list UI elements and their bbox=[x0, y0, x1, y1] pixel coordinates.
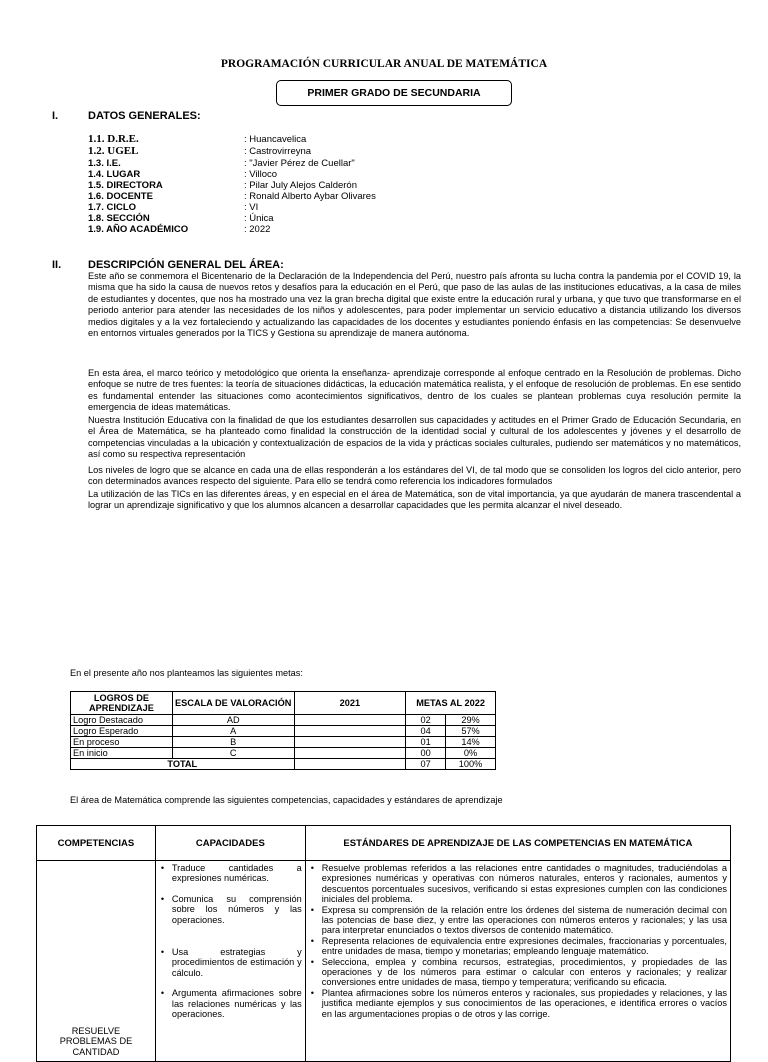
info-value: : Ronald Alberto Aybar Olivares bbox=[244, 191, 376, 202]
year-2021-cell bbox=[294, 759, 406, 770]
info-value: : Villoco bbox=[244, 169, 278, 180]
competencia-cell bbox=[37, 861, 156, 1062]
info-value: : VI bbox=[244, 202, 259, 213]
info-value: : Castrovirreyna bbox=[244, 146, 312, 157]
list-item: • Representa relaciones de equivalencia entre expresiones decimales, fraccionarias y porcentuales, entre unidades de masa, tiempo y monetarias; empleando lenguaje matemático. bbox=[309, 936, 727, 957]
info-row-dre bbox=[88, 134, 508, 145]
info-row-seccion bbox=[88, 213, 508, 224]
escala-cell: B bbox=[172, 737, 294, 748]
meta-count-cell: 07 bbox=[406, 759, 446, 770]
info-label: 1.4. LUGAR bbox=[88, 169, 141, 180]
total-label: TOTAL bbox=[71, 759, 295, 770]
meta-count-cell: 02 bbox=[406, 715, 446, 726]
description-paragraph-3: Nuestra Institución Educativa con la finalidad de que los estudiantes desarrollen sus capacidades y actitudes en el Primer Grado de Educación Secundaria, en el Área de Matemática, se ha planteado como finalidad la construcción de la identidad social y cultural de los adolescentes y jóvenes y el desarrollo de competencias vinculadas a la ubicación y contextualización de espacios de la vida y prácticas sociales culturales, pudiendo ser matemáticos y no matemáticos, así como su respectiva representación bbox=[88, 415, 741, 460]
capacidades-cell bbox=[155, 861, 305, 1062]
info-label: 1.7. CICLO bbox=[88, 202, 137, 213]
meta-percent-cell: 29% bbox=[446, 715, 496, 726]
logro-cell: Logro Esperado bbox=[71, 726, 173, 737]
info-label: 1.5. DIRECTORA bbox=[88, 180, 163, 191]
logro-cell: En inicio bbox=[71, 748, 173, 759]
year-2021-cell bbox=[294, 715, 406, 726]
year-2021-cell bbox=[294, 748, 406, 759]
table-row bbox=[37, 861, 731, 1062]
table-row bbox=[71, 726, 496, 737]
info-value: : "Javier Pérez de Cuellar" bbox=[244, 158, 355, 169]
info-value: : Huancavelica bbox=[244, 134, 307, 145]
info-row-docente bbox=[88, 191, 508, 202]
section-2-number: II. bbox=[52, 259, 62, 271]
escala-cell: A bbox=[172, 726, 294, 737]
competencias-intro: El área de Matemática comprende las siguientes competencias, capacidades y estándares de aprendizaje bbox=[70, 795, 503, 805]
info-row-ugel bbox=[88, 146, 508, 157]
info-row-anio bbox=[88, 224, 508, 235]
year-2021-cell bbox=[294, 726, 406, 737]
metas-intro: En el presente año nos planteamos las siguientes metas: bbox=[70, 668, 303, 678]
meta-percent-cell: 14% bbox=[446, 737, 496, 748]
meta-percent-cell: 100% bbox=[446, 759, 496, 770]
info-label: 1.8. SECCIÓN bbox=[88, 213, 150, 224]
info-row-ie bbox=[88, 158, 508, 169]
info-label: 1.3. I.E. bbox=[88, 158, 121, 169]
list-item: • Selecciona, emplea y combina recursos, estrategias, procedimientos, y propiedades de las operaciones y de los números para estimar o calcular con enteros y racionales; y realizar conversiones entre unidades de masa, tiempo y temperatura; verificando su eficacia. bbox=[309, 957, 727, 988]
section-1-title: DATOS GENERALES: bbox=[88, 110, 201, 122]
meta-count-cell: 04 bbox=[406, 726, 446, 737]
info-value: : 2022 bbox=[244, 224, 271, 235]
header-competencias: COMPETENCIAS bbox=[37, 826, 156, 861]
table-row bbox=[71, 748, 496, 759]
metas-table bbox=[70, 691, 496, 770]
list-item: • Argumenta afirmaciones sobre las relaciones numéricas y las operaciones. bbox=[159, 988, 302, 1019]
table-header-row bbox=[71, 692, 496, 715]
info-row-lugar bbox=[88, 169, 508, 180]
section-2-title: DESCRIPCIÓN GENERAL DEL ÁREA: bbox=[88, 259, 284, 271]
meta-percent-cell: 0% bbox=[446, 748, 496, 759]
header-logros: LOGROS DE APRENDIZAJE bbox=[71, 692, 173, 715]
document-title: PROGRAMACIÓN CURRICULAR ANUAL DE MATEMÁTICA bbox=[220, 58, 548, 70]
capacidades-list bbox=[156, 861, 305, 1019]
estandares-cell bbox=[305, 861, 730, 1062]
info-label: 1.2. UGEL bbox=[88, 145, 139, 157]
logro-cell: Logro Destacado bbox=[71, 715, 173, 726]
meta-percent-cell: 57% bbox=[446, 726, 496, 737]
description-paragraph-2: En esta área, el marco teórico y metodológico que orienta la enseñanza- aprendizaje corresponde al enfoque centrado en la Resolución de problemas. Dicho enfoque se nutre de tres fuentes: la teoría de situaciones didácticas, la educación matemática realista, y el enfoque de resolución de problemas. En ese sentido es fundamental entender las situaciones como acontecimientos significativos, dentro de los cuales se plantean problemas cuya resolución permite la emergencia de ideas matemáticas. bbox=[88, 368, 741, 413]
info-row-directora bbox=[88, 180, 508, 191]
header-2021: 2021 bbox=[294, 692, 406, 715]
list-item: • Expresa su comprensión de la relación entre los órdenes del sistema de numeración decimal con las potencias de base diez, y entre las operaciones con números enteros y racionales; y las usa para interpretar enunciados o textos diversos de contenido matemático. bbox=[309, 905, 727, 936]
grade-box: PRIMER GRADO DE SECUNDARIA bbox=[276, 80, 512, 106]
year-2021-cell bbox=[294, 737, 406, 748]
list-item: • Resuelve problemas referidos a las relaciones entre cantidades o magnitudes, traduciéndolas a expresiones numéricas y operativas con números naturales, enteros y racionales, aumentos y descuentos porcentuales sucesivos, verificando si estas expresiones cumplen con las condiciones iniciales del problema. bbox=[309, 863, 727, 905]
escala-cell: AD bbox=[172, 715, 294, 726]
meta-count-cell: 01 bbox=[406, 737, 446, 748]
list-item: • Plantea afirmaciones sobre los números enteros y racionales, sus propiedades y relaciones, y las justifica mediante ejemplos y sus conocimientos de las operaciones, e identifica errores o vacíos en las argumentaciones propias o de otros y las corrige. bbox=[309, 988, 727, 1019]
info-row-ciclo bbox=[88, 202, 508, 213]
header-estandares: ESTÁNDARES DE APRENDIZAJE DE LAS COMPETENCIAS EN MATEMÁTICA bbox=[305, 826, 730, 861]
escala-cell: C bbox=[172, 748, 294, 759]
list-item: • Traduce cantidades a expresiones numéricas. bbox=[159, 863, 302, 884]
logro-cell: En proceso bbox=[71, 737, 173, 748]
table-header-row bbox=[37, 826, 731, 861]
info-label: 1.6. DOCENTE bbox=[88, 191, 153, 202]
meta-count-cell: 00 bbox=[406, 748, 446, 759]
header-escala: ESCALA DE VALORACIÓN bbox=[172, 692, 294, 715]
table-row bbox=[71, 715, 496, 726]
info-label: 1.1. D.R.E. bbox=[88, 133, 139, 145]
description-paragraph-4: Los niveles de logro que se alcance en cada una de ellas responderán a los estándares del VI, de tal modo que se consoliden los logros del ciclo anterior, pero con determinados avances respecto del siguiente. Para ello se tendrá como referencia los indicadores formulados bbox=[88, 465, 741, 487]
competencias-table bbox=[36, 825, 731, 1062]
info-value: : Única bbox=[244, 213, 274, 224]
estandares-list bbox=[306, 861, 730, 1019]
table-total-row bbox=[71, 759, 496, 770]
description-paragraph-5: La utilización de las TICs en las diferentes áreas, y en especial en el área de Matemática, son de vital importancia, ya que ayudarán de manera trascendental a lograr un aprendizaje significativo y que los alumnos alcancen a desarrollar capacidades que les permita alcanzar el nivel deseado. bbox=[88, 489, 741, 511]
competencia-name: RESUELVE PROBLEMAS DE CANTIDAD bbox=[59, 1025, 133, 1057]
table-row bbox=[71, 737, 496, 748]
info-label: 1.9. AÑO ACADÉMICO bbox=[88, 224, 189, 235]
description-paragraph-1: Este año se conmemora el Bicentenario de la Declaración de la Independencia del Perú, nuestro país afronta su lucha contra la pandemia por el COVID 19, la misma que ha sido la causa de nuevos retos y desafíos para la educación en el Perú, que paso de las aulas de las instituciones educativas, a la casa de miles de estudiantes y docentes, que nos ha mostrado una vez la gran brecha digital que existe entre la educación rural y urbana, y que tuvo que transformarse en el periodo anterior para atender las necesidades de los niños y adolescentes, para poder implementar un servicio educativo a distancia utilizando los diversos medios digitales y a la vez fortaleciendo y actualizando las capacidades de los docentes y estudiantes poniendo énfasis en las competencias: Se desenvuelve en entornos virtuales generados por la TICS y Gestiona su aprendizaje de manera autónoma. bbox=[88, 271, 741, 339]
header-capacidades: CAPACIDADES bbox=[155, 826, 305, 861]
list-item: • Usa estrategias y procedimientos de estimación y cálculo. bbox=[159, 947, 302, 978]
header-metas: METAS AL 2022 bbox=[406, 692, 496, 715]
list-item: • Comunica su comprensión sobre los números y las operaciones. bbox=[159, 894, 302, 925]
info-value: : Pilar July Alejos Calderón bbox=[244, 180, 357, 191]
section-1-number: I. bbox=[52, 110, 59, 122]
